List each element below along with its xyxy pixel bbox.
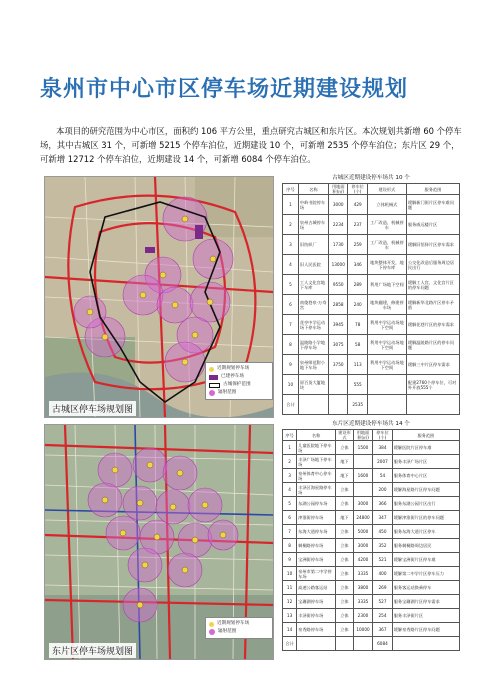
table-row (283, 335, 460, 355)
table-row (283, 553, 460, 567)
table-cell: 泉州古城停车场 (298, 215, 328, 235)
table-cell: 缓解医院片区停车难 (392, 441, 459, 455)
table-row (283, 215, 460, 235)
table-cell: 立体 (336, 553, 354, 567)
table-cell (353, 455, 372, 469)
table-row (283, 375, 460, 395)
table-cell: 429 (348, 195, 367, 215)
legend-item (209, 620, 269, 628)
table-cell: 5 (283, 497, 297, 511)
table-cell: 346 (348, 255, 367, 275)
table-row (283, 609, 460, 623)
table-cell: 11 (283, 581, 297, 595)
table-cell: 6084 (373, 637, 392, 651)
table-cell: 利用广场地下空间 (367, 275, 406, 295)
table-cell: 工厂改造，机械停车 (367, 215, 406, 235)
table-row (283, 455, 460, 469)
table-row (283, 539, 460, 553)
table-cell: 4 (283, 483, 297, 497)
table-cell: 东湖公园停车场 (297, 497, 336, 511)
table-cell: 347 (373, 511, 392, 525)
table-header: 序号 (283, 430, 297, 441)
table-cell: 服务宝珊湖片区停车需求 (392, 595, 459, 609)
table-cell: 13000 (329, 255, 348, 275)
table-old-town-title: 古城区近期建设停车场共 10 个 (332, 175, 410, 181)
table-cell: 丰泽街停车场 (297, 609, 336, 623)
table-cell: 缓解新华北路片区停车矛盾 (406, 295, 459, 315)
table-cell: 立体 (336, 539, 354, 553)
table-cell: 宝珊湖停车场 (297, 595, 336, 609)
table-cell: 352 (373, 539, 392, 553)
table-cell: 服务威远楼片区 (406, 215, 459, 235)
table-cell: 工厂改造，机械停车 (367, 235, 406, 255)
table-cell: 7 (283, 315, 299, 335)
table-cell: 温陵路小学地下停车场 (298, 335, 328, 355)
table-cell: 366 (373, 497, 392, 511)
table-header: 建设形式 (336, 430, 354, 441)
table-cell: 3000 (353, 497, 372, 511)
table-cell: 配建2760个停车位，可对外开放555个 (406, 375, 459, 395)
table-row (283, 315, 460, 335)
table-cell: 缓解旧馆驿片区停车需求 (406, 235, 459, 255)
table-cell: 13 (283, 609, 297, 623)
table-cell: 7 (283, 525, 297, 539)
table-header: 用地面积(㎡) (329, 184, 348, 195)
table-header-row (283, 430, 460, 441)
table-cell: 服务东海大道片区停车 (392, 525, 459, 539)
table-row (283, 595, 460, 609)
table-cell: 384 (373, 441, 392, 455)
table-cell: 合计 (283, 395, 299, 415)
table-cell: 泉州市第二中学停车场 (297, 567, 336, 581)
legend-item (209, 381, 269, 389)
table-cell: 555 (348, 375, 367, 395)
table-cell: 缓解温陵路片区的停车问题 (406, 335, 459, 355)
table-cell: 3075 (329, 335, 348, 355)
table-cell: 2858 (329, 295, 348, 315)
table-cell: 113 (348, 355, 367, 375)
table-cell: 2 (283, 455, 297, 469)
table-cell (329, 375, 348, 395)
table-cell: 3 (283, 469, 297, 483)
table-header: 名称 (297, 430, 336, 441)
table-row (283, 469, 460, 483)
table-cell: 1730 (329, 235, 348, 255)
table-row (283, 441, 460, 455)
table-cell (298, 395, 328, 415)
table-header: 停车位(个) (348, 184, 367, 195)
table-cell: 78 (348, 315, 367, 335)
legend-item (209, 373, 269, 381)
table-cell: 缓解三中片区停车需求 (406, 355, 459, 375)
table-cell: 237 (348, 215, 367, 235)
table-cell (392, 637, 459, 651)
table-cell: 6 (283, 295, 299, 315)
table-cell: 5000 (353, 525, 372, 539)
table-old-town-grid (282, 183, 460, 415)
table-cell: 利用中学运动场地下空间 (367, 355, 406, 375)
table-cell: 服务丰泽街片区 (392, 609, 459, 623)
table-row (283, 255, 460, 275)
table-cell: 1600 (353, 469, 372, 483)
table-east-body (283, 441, 460, 651)
table-header: 序号 (283, 184, 299, 195)
table-row (283, 637, 460, 651)
table-cell: 立体 (336, 525, 354, 539)
table-cell: 地下 (336, 455, 354, 469)
table-cell: 367 (373, 623, 392, 637)
table-cell: 12 (283, 595, 297, 609)
table-cell: 服务丰泽广场片区 (392, 455, 459, 469)
table-header: 停车位(个) (373, 430, 392, 441)
intro-paragraph: 本项目的研究范围为中心市区，面积约 106 平方公里，重点研究古城区和东片区。本次规划共新增 60 个停车场，其中古城区 31 个，可新增 5215 个停车泊位，近期建设 10 个，可新增 2535 个停车泊位；东片区 29 个，可新增 12712 个停车泊位，近期建设 14 个，可新增 6084 个停车泊位。 (40, 126, 462, 164)
table-cell: 合计 (283, 637, 297, 651)
table-row (283, 511, 460, 525)
table-cell: 24800 (353, 511, 372, 525)
table-cell: 5 (283, 275, 299, 295)
table-row (283, 483, 460, 497)
table-cell: 旧人民医院 (298, 255, 328, 275)
table-row (283, 355, 460, 375)
table-row (283, 195, 460, 215)
table-cell: 259 (348, 235, 367, 255)
table-cell: 儿童医院地下停车场 (297, 441, 336, 455)
table-cell: 10 (283, 375, 299, 395)
legend-label: 已建停车场 (221, 374, 244, 379)
table-cell: 缓解津淮街片区的停车问题 (392, 511, 459, 525)
table-cell: 利用中学运动场地下空间 (367, 315, 406, 335)
legend-item (209, 365, 269, 373)
table-cell: 缓解海星路片区停车问题 (392, 483, 459, 497)
table-cell: 8 (283, 335, 299, 355)
table-cell: 240 (348, 295, 367, 315)
table-cell: 2007 (373, 455, 392, 469)
table-cell: 缓解新门街片区停车难问题 (406, 195, 459, 215)
table-cell: 289 (348, 275, 367, 295)
table-cell: 泉州师范附小地下车场 (298, 355, 328, 375)
table-cell: 10 (283, 567, 297, 581)
table-east-title: 东片区近期建设停车场共 14 个 (332, 421, 410, 427)
table-cell: 200 (373, 483, 392, 497)
table-cell: 9 (283, 553, 297, 567)
table-cell: 原百货大厦地块 (298, 375, 328, 395)
table-header: 建设形式 (367, 184, 406, 195)
table-cell (367, 395, 406, 415)
table-row (283, 497, 460, 511)
table-cell: 泉州体育中心停车场 (297, 469, 336, 483)
table-row (283, 395, 460, 415)
table-cell: 9 (283, 355, 299, 375)
table-cell: 公交化改造后服务周边居民出行 (406, 255, 459, 275)
table-cell: 服务刺桐路周边居民 (392, 539, 459, 553)
table-cell (353, 483, 372, 497)
table-cell: 缓解第二中学片区停车压力 (392, 567, 459, 581)
map-east-district (44, 424, 274, 660)
table-cell: 刺桐路停车场 (297, 539, 336, 553)
page-title: 泉州市中心市区停车场近期建设规划 (40, 77, 409, 102)
table-header-row (283, 184, 460, 195)
table-cell: 1 (283, 441, 297, 455)
table-header: 名称 (298, 184, 328, 195)
table-cell: 立体 (336, 609, 354, 623)
table-cell: 3335 (353, 567, 372, 581)
table-cell: 1500 (353, 441, 372, 455)
table-cell: 缓解泉秀路片区停车问题 (392, 623, 459, 637)
table-east-district (282, 420, 460, 651)
table-cell: 东海大道停车场 (297, 525, 336, 539)
table-cell: 527 (373, 595, 392, 609)
legend-label: 辐射范围 (218, 390, 237, 395)
map-east-caption: 东片区停车场规划图 (49, 643, 136, 658)
table-cell: 服务东湖公园片区出行 (392, 497, 459, 511)
table-cell: 中岭书院停车场 (298, 195, 328, 215)
table-cell (329, 395, 348, 415)
table-cell: 立体 (336, 483, 354, 497)
table-cell: 旧纺织厂 (298, 235, 328, 255)
legend-label: 近期规划停车场 (217, 366, 250, 371)
table-cell: 立体 (336, 623, 354, 637)
table-cell (406, 395, 459, 415)
table-cell: 254 (373, 609, 392, 623)
table-cell: 2535 (348, 395, 367, 415)
table-cell: 3945 (329, 315, 348, 335)
table-cell: 54 (373, 469, 392, 483)
table-cell: 8 (283, 539, 297, 553)
table-header: 服务范围 (392, 430, 459, 441)
table-cell: 宝洲街停车场 (297, 553, 336, 567)
table-cell (336, 637, 354, 651)
table-cell: 521 (373, 553, 392, 567)
table-cell: 地块整体开发，地下停车库 (367, 255, 406, 275)
table-cell: 9550 (329, 275, 348, 295)
table-cell (367, 375, 406, 395)
table-cell: 6 (283, 511, 297, 525)
table-cell: 津淮街停车场 (297, 511, 336, 525)
table-cell (297, 637, 336, 651)
table-cell: 4 (283, 255, 299, 275)
table-cell: 立体机械式 (367, 195, 406, 215)
legend-item (209, 389, 269, 397)
table-cell: 缓解花巷片区的停车需求 (406, 315, 459, 335)
table-cell: 10000 (353, 623, 372, 637)
table-cell: 工人文化宫地下车库 (298, 275, 328, 295)
table-cell: 花亭中学运动场下停车场 (298, 315, 328, 335)
table-cell: 14 (283, 623, 297, 637)
table-cell: 服务体育中心片区 (392, 469, 459, 483)
table-cell: 400 (373, 567, 392, 581)
table-old-town (282, 174, 460, 415)
table-header: 服务范围 (406, 184, 459, 195)
table-cell: 立体 (336, 441, 354, 455)
table-cell: 缓解宝洲街片区停车难 (392, 553, 459, 567)
table-cell: 3750 (329, 355, 348, 375)
table-cell: 地块翻建，修建停车场 (367, 295, 406, 315)
table-row (283, 623, 460, 637)
table-cell: 3000 (353, 539, 372, 553)
table-row (283, 295, 460, 315)
table-cell: 高速公路客运站 (297, 581, 336, 595)
table-cell: 南俊巷泉·万寿宫 (298, 295, 328, 315)
table-east-grid (282, 429, 460, 651)
table-cell: 服务客运站换乘停车 (392, 581, 459, 595)
map-old-town-caption: 古城区停车场规划图 (49, 401, 136, 416)
table-row (283, 525, 460, 539)
table-cell: 立体 (336, 497, 354, 511)
table-cell: 丰泽广场地下停车场 (297, 455, 336, 469)
map-old-town-legend (205, 362, 273, 400)
table-cell: 缓解工人宫、文化宫片区的停车问题 (406, 275, 459, 295)
table-cell: 地下 (336, 511, 354, 525)
table-cell: 4200 (353, 553, 372, 567)
table-header: 用地面积(㎡) (353, 430, 372, 441)
table-cell: 2300 (353, 609, 372, 623)
legend-label: 近期规划停车场 (217, 621, 250, 626)
table-cell: 立体 (336, 567, 354, 581)
map-old-town (44, 176, 274, 418)
legend-label: 辐射范围 (218, 629, 237, 634)
table-cell: 立体 (336, 595, 354, 609)
table-cell (353, 637, 372, 651)
table-cell: 3000 (329, 195, 348, 215)
table-cell: 2 (283, 215, 299, 235)
table-cell: 58 (348, 335, 367, 355)
table-row (283, 581, 460, 595)
table-cell: 利用中学运动场地下空间 (367, 335, 406, 355)
table-row (283, 275, 460, 295)
table-cell: 450 (373, 525, 392, 539)
table-cell: 1 (283, 195, 299, 215)
map-east-legend (205, 617, 273, 639)
table-cell: 3800 (353, 581, 372, 595)
table-cell: 丰泽区海星路停车场 (297, 483, 336, 497)
table-cell: 269 (373, 581, 392, 595)
table-cell: 2234 (329, 215, 348, 235)
table-row (283, 235, 460, 255)
table-cell: 立体 (336, 581, 354, 595)
table-cell: 泉秀路停车场 (297, 623, 336, 637)
legend-item (209, 628, 269, 636)
table-cell: 3335 (353, 595, 372, 609)
table-old-town-body (283, 195, 460, 415)
legend-label: 古城保护范围 (223, 382, 251, 387)
table-cell: 3 (283, 235, 299, 255)
table-row (283, 567, 460, 581)
table-cell: 地下 (336, 469, 354, 483)
